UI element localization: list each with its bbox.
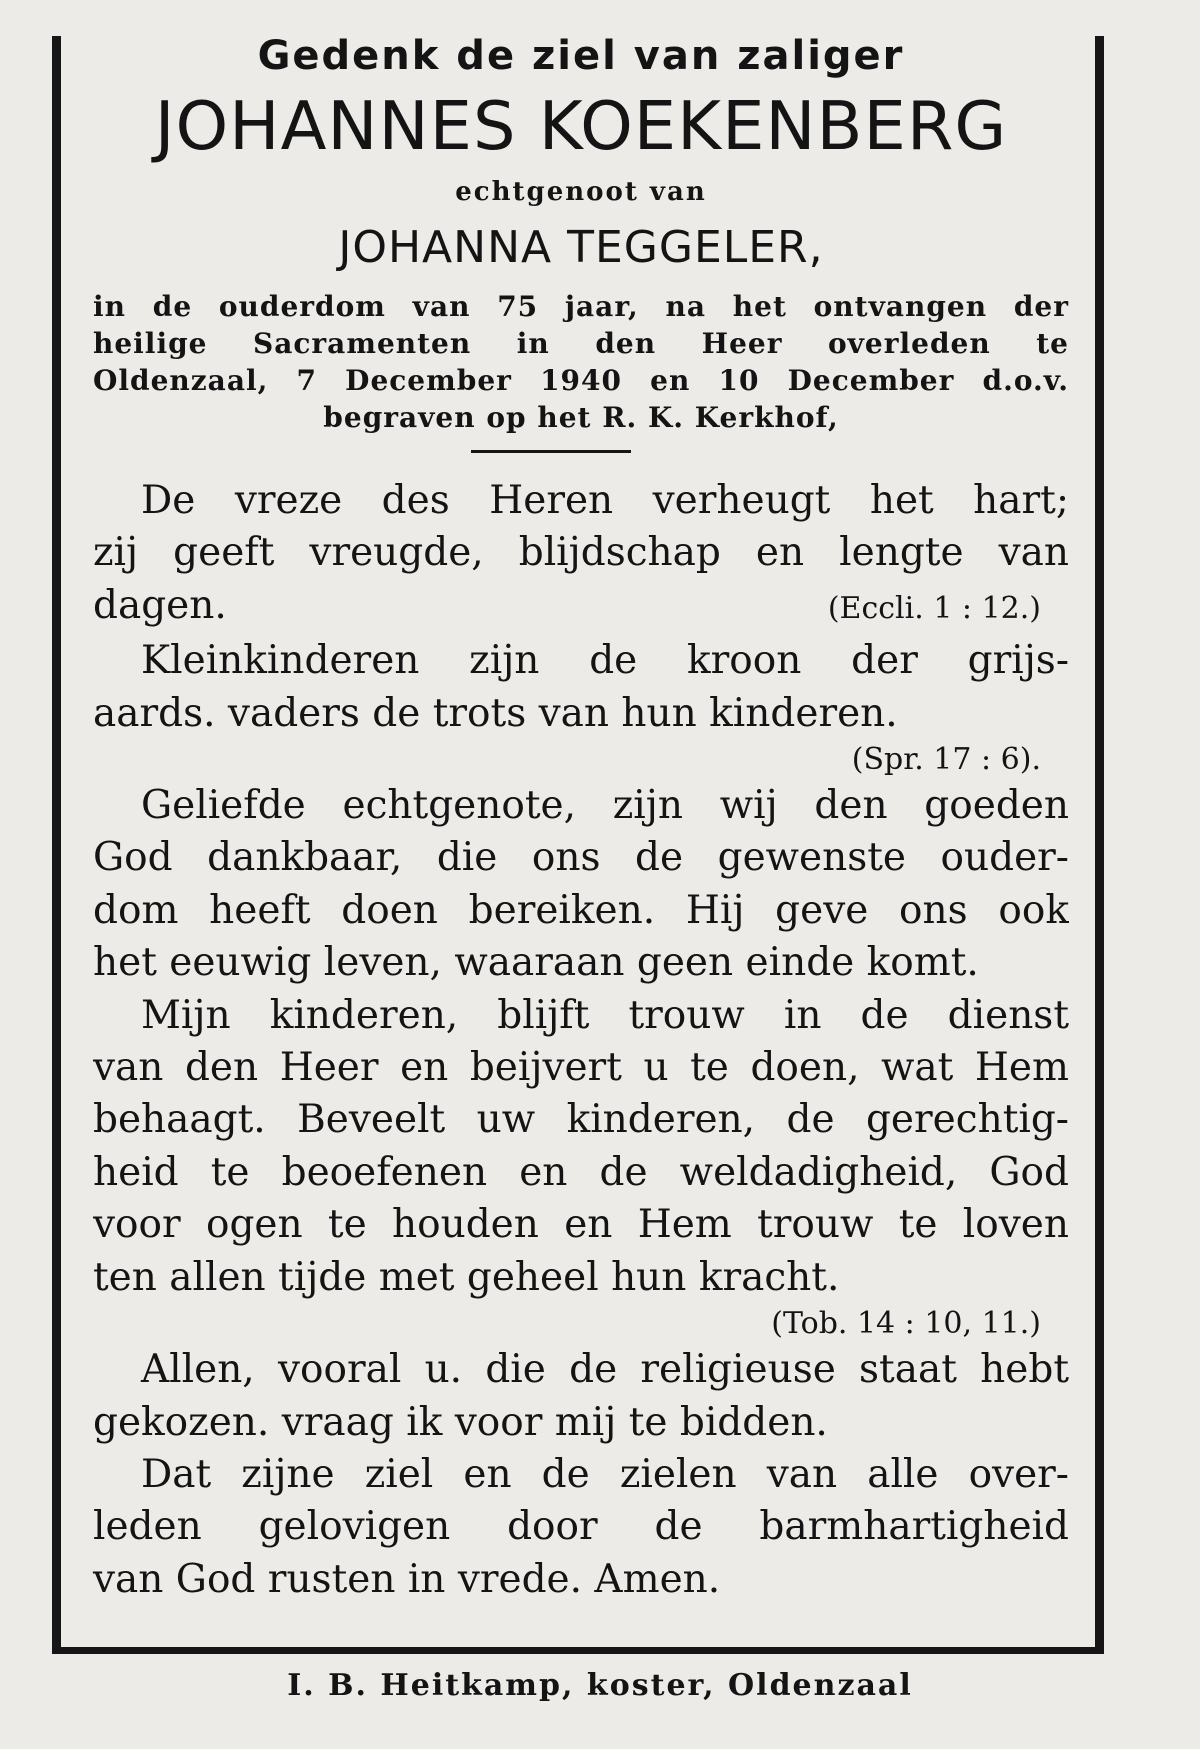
verse-line: behaagt. Beveelt uw kinderen, de gerechtig- [93, 1097, 1069, 1143]
spouse-name: JOHANNA TEGGELER, [338, 222, 824, 273]
verse [93, 1344, 1069, 1449]
verse-line: aards. vaders de trots van hun kinderen. [93, 690, 898, 736]
divider [471, 450, 631, 453]
death-notice [93, 288, 1069, 436]
death-notice-line: heilige Sacramenten in den Heer overleden te [93, 327, 1069, 360]
verse [93, 1449, 1069, 1606]
verse-line: Kleinkinderen zijn de kroon der grijs- [141, 638, 1069, 684]
memorial-card [52, 36, 1104, 1654]
verse-line: heid te beoefenen en de weldadigheid, God [93, 1149, 1069, 1195]
verse-line: Geliefde echtgenote, zijn wij den goeden [141, 783, 1069, 829]
verse-line: zij geeft vreugde, blijdschap en lengte van [93, 530, 1069, 576]
card-content [93, 36, 1069, 1606]
spouse-intro: echtgenoot van [455, 177, 707, 207]
death-notice-line: in de ouderdom van 75 jaar, na het ontvangen der [93, 290, 1069, 323]
verse-line: Mijn kinderen, blijft trouw in de dienst [141, 992, 1069, 1038]
verse-line: voor ogen te houden en Hem trouw te loven [93, 1202, 1069, 1248]
verse-line: God dankbaar, die ons de gewenste ouder- [93, 835, 1069, 881]
verse [93, 475, 1069, 635]
death-notice-line: Oldenzaal, 7 December 1940 en 10 December d.o.v. [93, 364, 1069, 397]
verse-line: het eeuwig leven, waaraan geen einde komt. [93, 940, 979, 986]
verse-line: dagen. [93, 582, 227, 628]
verse [93, 990, 1069, 1344]
verse-line: gekozen. vraag ik voor mij te bidden. [93, 1399, 828, 1445]
scripture-reference: (Spr. 17 : 6). [851, 742, 1041, 778]
printer-credit: I. B. Heitkamp, koster, Oldenzaal [287, 1668, 913, 1703]
deceased-name: JOHANNES KOEKENBERG [154, 87, 1008, 165]
verse [93, 780, 1069, 990]
verse [93, 635, 1069, 780]
death-notice-line: begraven op het R. K. Kerkhof, [323, 401, 839, 434]
verse-line: van God rusten in vrede. Amen. [93, 1556, 721, 1602]
verse-line: leden gelovigen door de barmhartigheid [93, 1504, 1069, 1550]
verse-line: Allen, vooral u. die de religieuse staat hebt [141, 1347, 1069, 1393]
verse-line: dom heeft doen bereiken. Hij geve ons ook [93, 887, 1069, 933]
verse-line: van den Heer en beijvert u te doen, wat Hem [93, 1045, 1069, 1091]
remembrance-heading: Gedenk de ziel van zaliger [257, 36, 905, 78]
verse-line: ten allen tijde met geheel hun kracht. [93, 1254, 840, 1300]
scripture-reference: (Eccli. 1 : 12.) [827, 590, 1041, 626]
verse-line: Dat zijne ziel en de zielen van alle over- [141, 1451, 1069, 1497]
verses [93, 475, 1069, 1606]
verse-line: De vreze des Heren verheugt het hart; [141, 478, 1069, 523]
scripture-reference: (Tob. 14 : 10, 11.) [771, 1306, 1041, 1342]
